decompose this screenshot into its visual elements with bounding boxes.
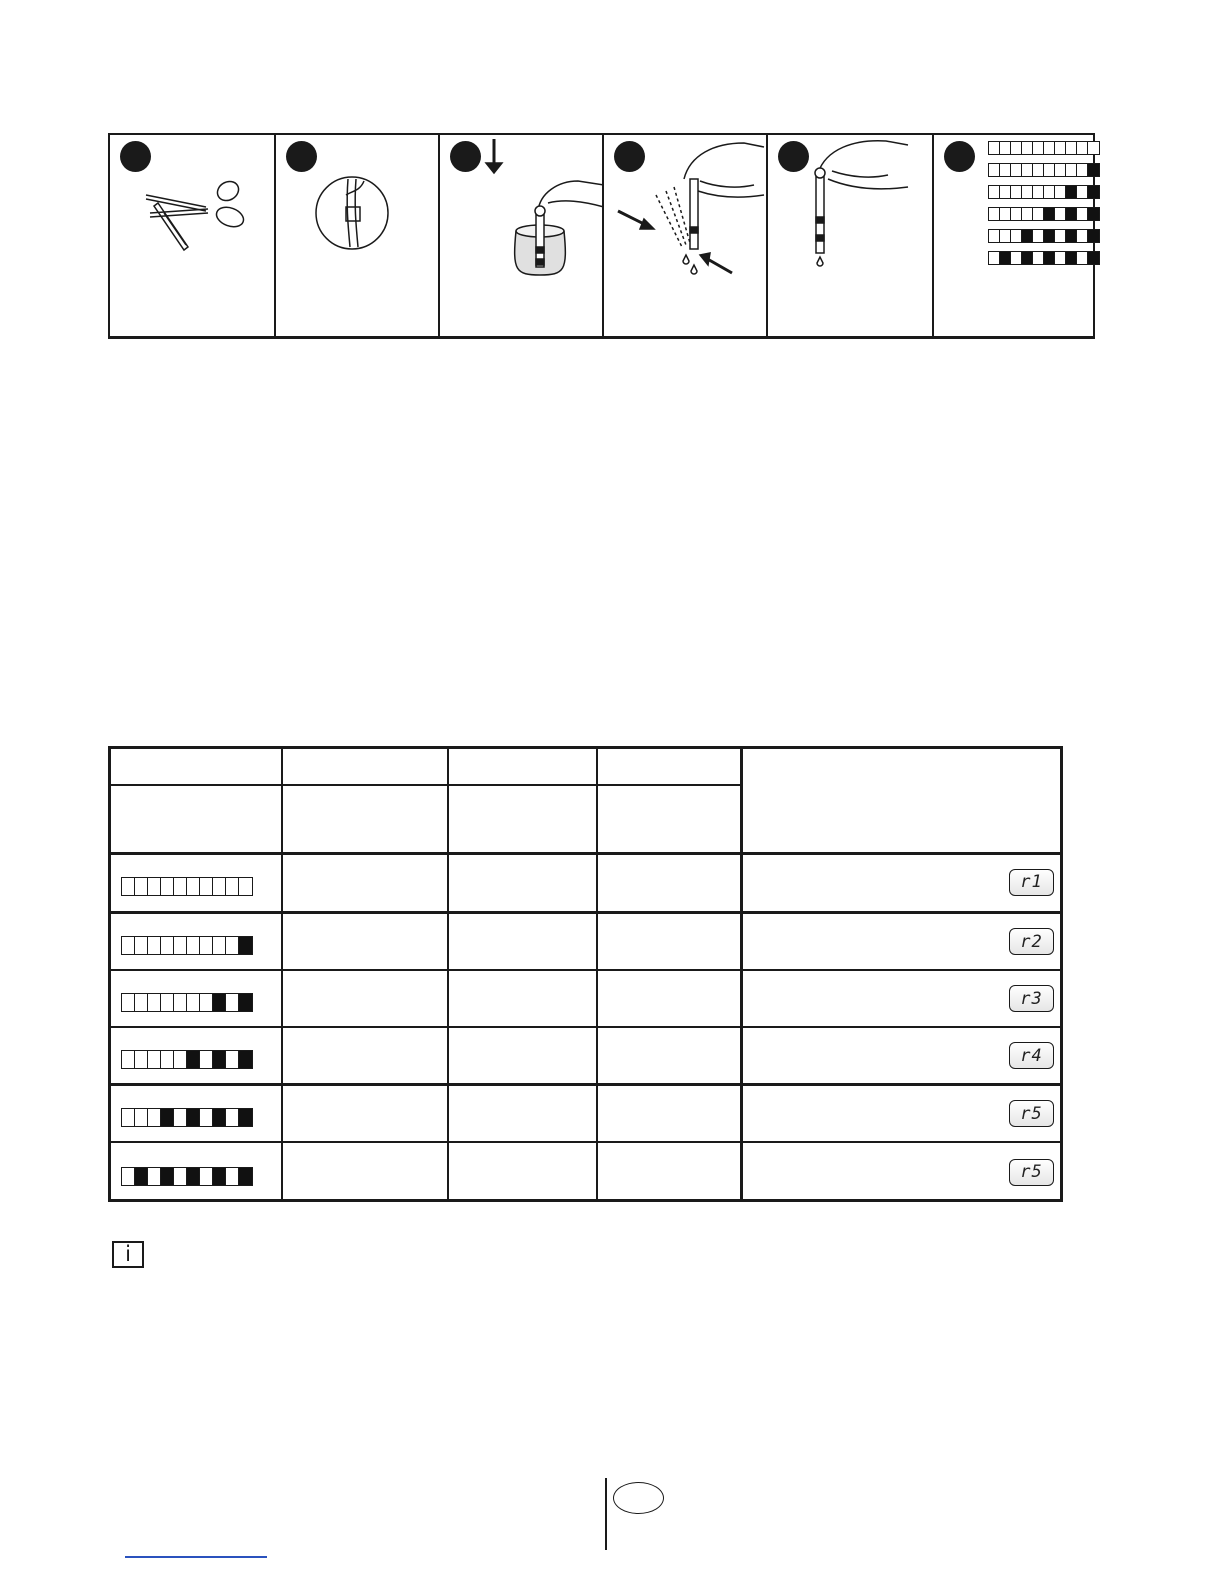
step-5-panel bbox=[766, 135, 932, 336]
strip-square bbox=[1044, 164, 1055, 176]
table-row bbox=[111, 1086, 1060, 1141]
strip-square bbox=[239, 878, 252, 895]
strip-square bbox=[1000, 186, 1011, 198]
strip-square bbox=[1044, 252, 1055, 264]
test-strip-pattern bbox=[121, 1108, 253, 1127]
strip-square bbox=[1022, 186, 1033, 198]
strip-square bbox=[161, 1051, 174, 1068]
strip-square bbox=[989, 230, 1000, 242]
strip-square bbox=[1088, 186, 1099, 198]
strip-square bbox=[1033, 208, 1044, 220]
step-6-badge bbox=[944, 141, 975, 172]
strip-square bbox=[239, 937, 252, 954]
water-hardness-table bbox=[108, 746, 1063, 1202]
strip-square bbox=[187, 878, 200, 895]
strip-square bbox=[122, 878, 135, 895]
step-1-panel bbox=[110, 135, 274, 336]
strip-square bbox=[148, 1168, 161, 1185]
strip-square bbox=[135, 878, 148, 895]
strip-square bbox=[1044, 230, 1055, 242]
test-strip-pattern bbox=[121, 993, 253, 1012]
strip-square bbox=[1000, 142, 1011, 154]
hardness-level-display: r3 bbox=[1009, 985, 1054, 1012]
strip-square bbox=[989, 186, 1000, 198]
strip-square bbox=[122, 1168, 135, 1185]
strip-square bbox=[148, 1051, 161, 1068]
table-header-divider bbox=[111, 784, 740, 786]
strip-square bbox=[1011, 142, 1022, 154]
strip-square bbox=[122, 1051, 135, 1068]
strip-square bbox=[1088, 142, 1099, 154]
footer-link-underline[interactable] bbox=[125, 1556, 267, 1558]
language-badge bbox=[613, 1482, 664, 1514]
strip-square bbox=[1011, 230, 1022, 242]
strip-square bbox=[1077, 142, 1088, 154]
strip-square bbox=[174, 878, 187, 895]
strip-square bbox=[135, 1109, 148, 1126]
test-strip-pattern bbox=[121, 1050, 253, 1069]
test-strip-pattern bbox=[121, 1167, 253, 1186]
table-row bbox=[111, 1143, 1060, 1201]
strip-square bbox=[174, 1109, 187, 1126]
strip-square bbox=[1033, 230, 1044, 242]
strip-square bbox=[161, 1109, 174, 1126]
strip-square bbox=[161, 1168, 174, 1185]
strip-square bbox=[135, 994, 148, 1011]
strip-square bbox=[226, 1109, 239, 1126]
strip-square bbox=[1077, 186, 1088, 198]
mini-strip-pattern bbox=[988, 207, 1100, 221]
strip-square bbox=[989, 164, 1000, 176]
strip-square bbox=[1066, 252, 1077, 264]
strip-square bbox=[989, 252, 1000, 264]
strip-square bbox=[187, 1168, 200, 1185]
scissors-icon bbox=[110, 135, 274, 335]
strip-square bbox=[1011, 252, 1022, 264]
strip-square bbox=[1066, 208, 1077, 220]
strip-square bbox=[1000, 230, 1011, 242]
strip-square bbox=[148, 937, 161, 954]
step-illustration-strip bbox=[108, 133, 1095, 339]
strip-square bbox=[1088, 252, 1099, 264]
strip-square bbox=[200, 937, 213, 954]
strip-square bbox=[1066, 186, 1077, 198]
strip-square bbox=[1055, 208, 1066, 220]
strip-square bbox=[148, 878, 161, 895]
strip-square bbox=[174, 1168, 187, 1185]
mini-strip-pattern bbox=[988, 141, 1100, 155]
strip-square bbox=[1033, 142, 1044, 154]
step-2-panel bbox=[274, 135, 438, 336]
hardness-level-display: r4 bbox=[1009, 1042, 1054, 1069]
strip-square bbox=[200, 1109, 213, 1126]
table-row bbox=[111, 971, 1060, 1026]
strip-square bbox=[122, 1109, 135, 1126]
strip-square bbox=[1022, 208, 1033, 220]
strip-square bbox=[1055, 164, 1066, 176]
strip-square bbox=[200, 1168, 213, 1185]
strip-square bbox=[1077, 252, 1088, 264]
dip-strip-icon bbox=[440, 135, 604, 335]
strip-square bbox=[239, 1051, 252, 1068]
strip-square bbox=[1022, 142, 1033, 154]
strip-square bbox=[1077, 230, 1088, 242]
mini-strip-pattern bbox=[988, 251, 1100, 265]
strip-square bbox=[226, 878, 239, 895]
strip-square bbox=[1044, 142, 1055, 154]
strip-square bbox=[187, 937, 200, 954]
strip-square bbox=[1044, 208, 1055, 220]
strip-square bbox=[239, 1168, 252, 1185]
strip-square bbox=[174, 1051, 187, 1068]
strip-square bbox=[989, 142, 1000, 154]
hold-strip-icon bbox=[768, 135, 934, 335]
strip-square bbox=[213, 994, 226, 1011]
shake-strip-icon bbox=[604, 135, 768, 335]
strip-square bbox=[1077, 164, 1088, 176]
strip-square bbox=[174, 937, 187, 954]
strip-square bbox=[213, 1051, 226, 1068]
mini-strip-pattern bbox=[988, 185, 1100, 199]
strip-square bbox=[1066, 142, 1077, 154]
strip-square bbox=[122, 994, 135, 1011]
water-stream-icon bbox=[276, 135, 440, 335]
strip-square bbox=[135, 1051, 148, 1068]
strip-square bbox=[1055, 142, 1066, 154]
strip-square bbox=[1011, 208, 1022, 220]
strip-square bbox=[239, 994, 252, 1011]
strip-square bbox=[161, 994, 174, 1011]
strip-square bbox=[213, 937, 226, 954]
strip-square bbox=[1088, 230, 1099, 242]
strip-square bbox=[213, 1109, 226, 1126]
strip-square bbox=[187, 994, 200, 1011]
strip-square bbox=[989, 208, 1000, 220]
strip-square bbox=[1000, 208, 1011, 220]
strip-square bbox=[148, 994, 161, 1011]
hardness-level-display: r1 bbox=[1009, 869, 1054, 896]
strip-square bbox=[213, 878, 226, 895]
strip-square bbox=[1077, 208, 1088, 220]
table-row bbox=[111, 1028, 1060, 1083]
table-row bbox=[111, 914, 1060, 969]
step-3-panel bbox=[438, 135, 602, 336]
strip-square bbox=[226, 994, 239, 1011]
strip-square bbox=[239, 1109, 252, 1126]
test-strip-pattern bbox=[121, 877, 253, 896]
strip-square bbox=[1055, 252, 1066, 264]
strip-square bbox=[1022, 252, 1033, 264]
strip-square bbox=[1022, 164, 1033, 176]
strip-square bbox=[226, 1168, 239, 1185]
hardness-level-display: r5 bbox=[1009, 1100, 1054, 1127]
strip-square bbox=[1000, 252, 1011, 264]
step-6-panel bbox=[932, 135, 1095, 336]
test-strip-pattern bbox=[121, 936, 253, 955]
strip-square bbox=[200, 878, 213, 895]
strip-square bbox=[1055, 186, 1066, 198]
strip-square bbox=[161, 937, 174, 954]
strip-square bbox=[1033, 186, 1044, 198]
strip-square bbox=[148, 1109, 161, 1126]
strip-square bbox=[1011, 164, 1022, 176]
table-row bbox=[111, 853, 1060, 911]
strip-square bbox=[135, 1168, 148, 1185]
strip-square bbox=[1011, 186, 1022, 198]
strip-square bbox=[161, 878, 174, 895]
footer-divider bbox=[605, 1478, 607, 1550]
info-icon: i bbox=[112, 1241, 144, 1268]
mini-strip-pattern bbox=[988, 163, 1100, 177]
strip-square bbox=[1033, 164, 1044, 176]
strip-square bbox=[187, 1051, 200, 1068]
strip-square bbox=[200, 994, 213, 1011]
strip-square bbox=[1000, 164, 1011, 176]
strip-square bbox=[226, 937, 239, 954]
strip-square bbox=[1088, 164, 1099, 176]
mini-strip-pattern bbox=[988, 229, 1100, 243]
strip-square bbox=[1066, 230, 1077, 242]
strip-square bbox=[1033, 252, 1044, 264]
strip-square bbox=[122, 937, 135, 954]
strip-square bbox=[135, 937, 148, 954]
strip-square bbox=[1044, 186, 1055, 198]
strip-square bbox=[1088, 208, 1099, 220]
strip-square bbox=[1055, 230, 1066, 242]
strip-square bbox=[213, 1168, 226, 1185]
strip-square bbox=[187, 1109, 200, 1126]
strip-square bbox=[174, 994, 187, 1011]
strip-square bbox=[200, 1051, 213, 1068]
step-4-panel bbox=[602, 135, 766, 336]
strip-square bbox=[1022, 230, 1033, 242]
strip-square bbox=[1066, 164, 1077, 176]
strip-square bbox=[226, 1051, 239, 1068]
hardness-level-display: r2 bbox=[1009, 928, 1054, 955]
hardness-level-display: r5 bbox=[1009, 1159, 1054, 1186]
